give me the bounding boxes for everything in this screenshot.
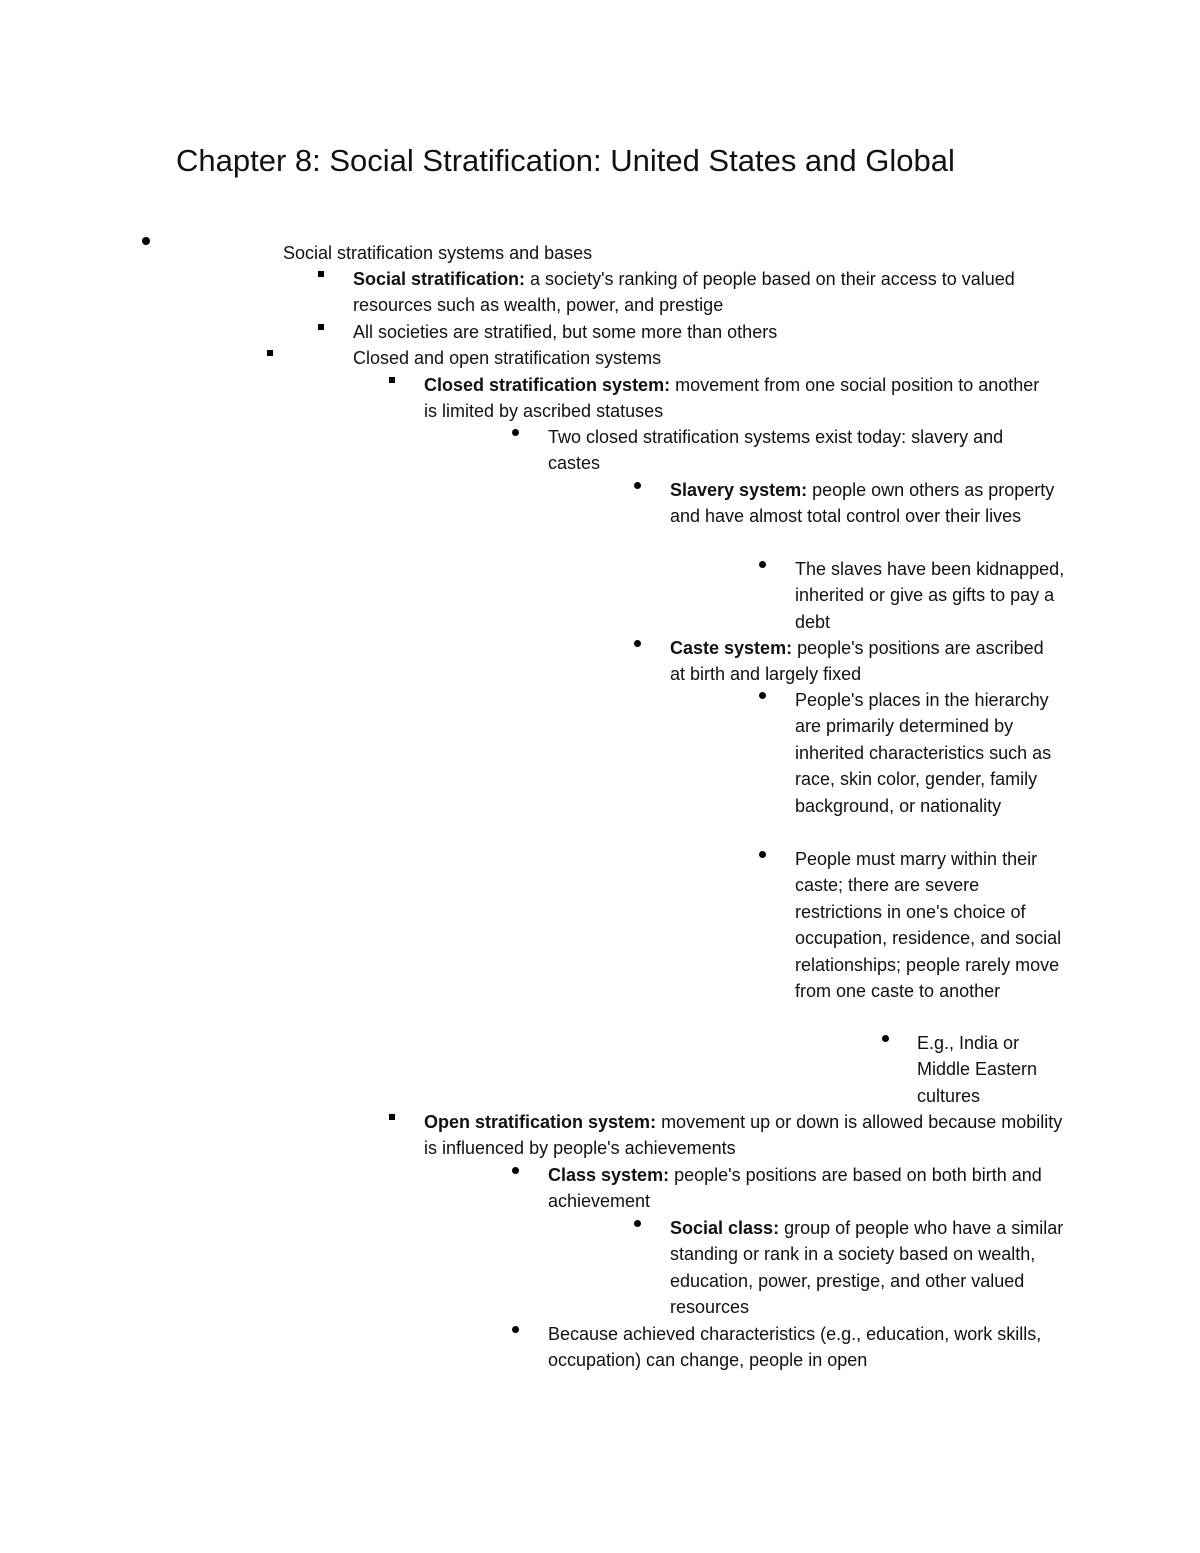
- outline-text: Social stratification systems and bases: [283, 243, 593, 263]
- outline-text: Because achieved characteristics (e.g., education, work skills, occupation) can change, people in open: [548, 1324, 1042, 1371]
- outline-text: E.g., India or Middle Eastern cultures: [917, 1033, 1038, 1106]
- outline-text: People must marry within their caste; there are severe restrictions in one's choice of occupation, residence, and social relationships; people rarely move from one caste to another: [795, 849, 1062, 1002]
- outline-text: people's positions are ascribed at birth and largely fixed: [670, 638, 1044, 685]
- square-bullet-icon: [318, 324, 324, 330]
- outline-text: people own others as property and have almost total control over their lives: [670, 480, 1055, 527]
- bullet-icon: [759, 561, 766, 568]
- outline-item: [353, 345, 1023, 371]
- outline-text: movement up or down is allowed because mobility is influenced by people's achievements: [424, 1112, 1063, 1159]
- outline-text: a society's ranking of people based on their access to valued resources such as wealth, power, and prestige: [353, 269, 1015, 316]
- outline-text: group of people who have a similar standing or rank in a society based on wealth, education, power, prestige, and other valued resources: [670, 1218, 1064, 1318]
- outline-text: Closed and open stratification systems: [353, 348, 662, 368]
- bullet-icon: [512, 429, 519, 436]
- outline-item: [548, 1162, 1058, 1215]
- outline-item: [795, 846, 1063, 1004]
- bullet-icon: [882, 1035, 889, 1042]
- square-bullet-icon: [318, 271, 324, 277]
- outline-item: [917, 1030, 1057, 1109]
- outline-term: Social stratification:: [353, 269, 526, 289]
- square-bullet-icon: [267, 350, 273, 356]
- outline-item: [670, 635, 1050, 688]
- square-bullet-icon: [389, 377, 395, 383]
- outline-item: [670, 1215, 1065, 1321]
- outline-item: [353, 319, 1023, 345]
- outline-item: [424, 1109, 1064, 1162]
- bullet-icon: [759, 851, 766, 858]
- outline-item: [670, 477, 1065, 530]
- outline-item: [548, 1321, 1048, 1374]
- outline-term: Slavery system:: [670, 480, 808, 500]
- outline-text: All societies are stratified, but some more than others: [353, 322, 778, 342]
- bullet-icon: [512, 1326, 519, 1333]
- bullet-icon: [634, 640, 641, 647]
- bullet-icon: [634, 482, 641, 489]
- outline-item: [795, 687, 1060, 819]
- outline-term: Caste system:: [670, 638, 793, 658]
- outline-item: [283, 240, 983, 266]
- bullet-icon: [759, 692, 766, 699]
- square-bullet-icon: [389, 1114, 395, 1120]
- outline-item: [795, 556, 1065, 635]
- outline-term: Class system:: [548, 1165, 670, 1185]
- outline-item: [353, 266, 1023, 319]
- outline-text: The slaves have been kidnapped, inherited or give as gifts to pay a debt: [795, 559, 1065, 632]
- bullet-icon: [142, 237, 150, 245]
- outline-term: Closed stratification system:: [424, 375, 671, 395]
- outline-text: movement from one social position to another is limited by ascribed statuses: [424, 375, 1040, 422]
- outline-item: [548, 424, 1058, 477]
- bullet-icon: [634, 1220, 641, 1227]
- outline-item: [424, 372, 1054, 425]
- outline-term: Open stratification system:: [424, 1112, 657, 1132]
- bullet-icon: [512, 1167, 519, 1174]
- outline-text: people's positions are based on both birth and achievement: [548, 1165, 1042, 1212]
- outline-text: Two closed stratification systems exist today: slavery and castes: [548, 427, 1004, 474]
- outline-term: Social class:: [670, 1218, 780, 1238]
- outline-text: People's places in the hierarchy are primarily determined by inherited characteristics such as race, skin color, gender, family background, or nationality: [795, 690, 1052, 816]
- page-title: Chapter 8: Social Stratification: United States and Global: [176, 143, 955, 178]
